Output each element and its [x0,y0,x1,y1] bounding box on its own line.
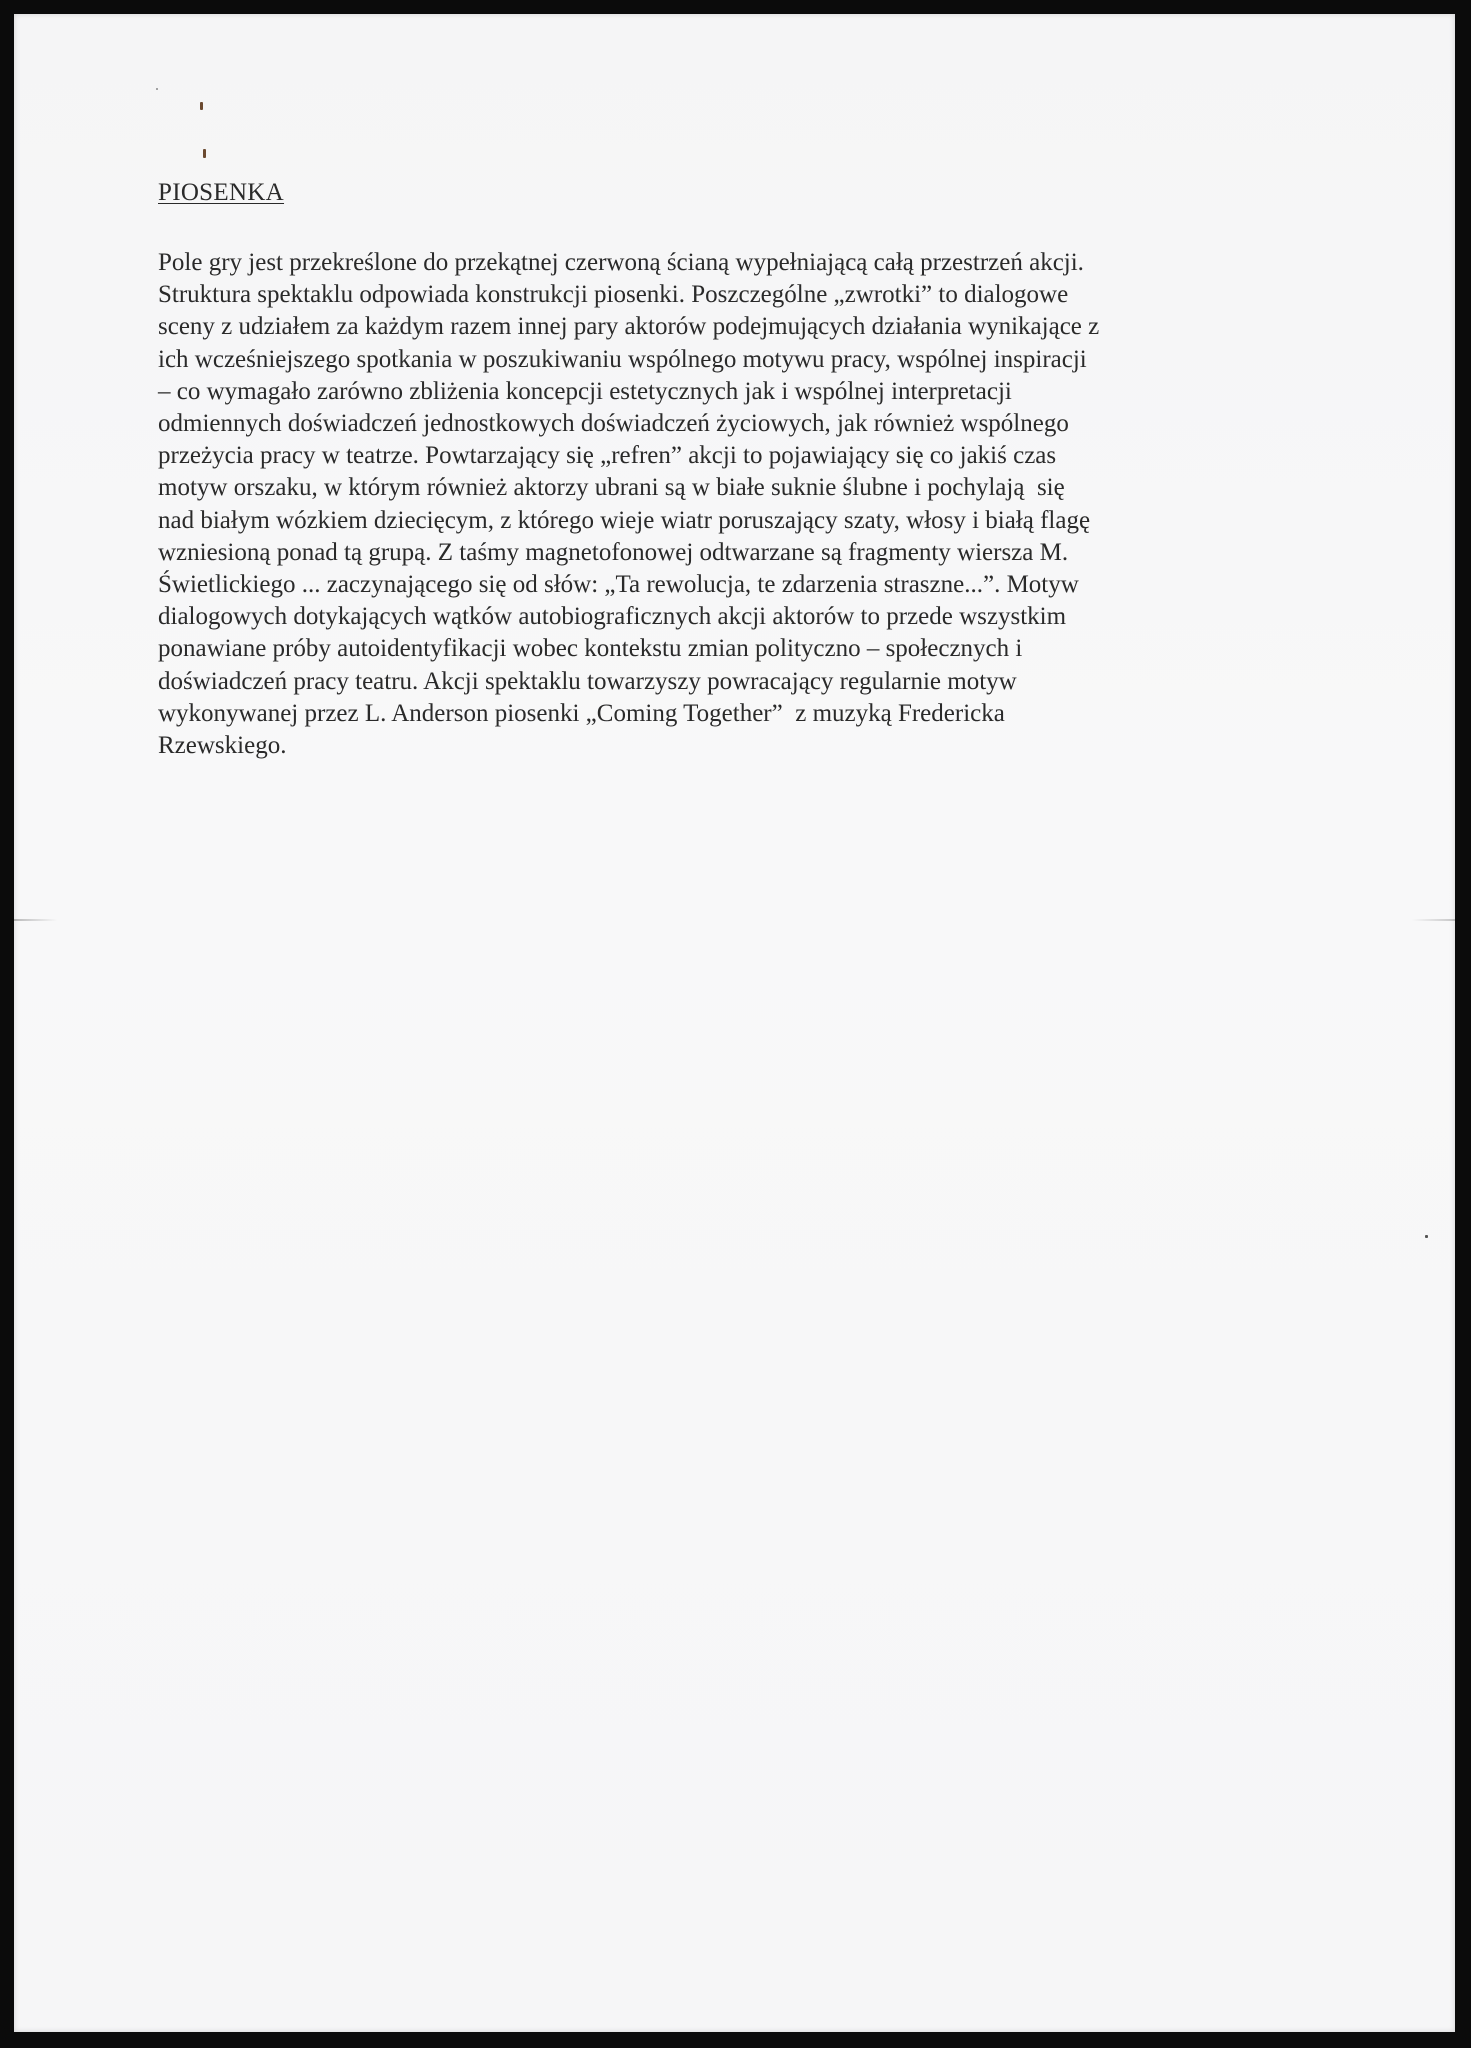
ink-speck [1425,1235,1428,1238]
text-line: Pole gry jest przekreślone do przekątnej czerwoną ścianą wypełniającą całą przestrzeń akcji. [158,249,1084,276]
text-line: ich wcześniejszego spotkania w poszukiwaniu wspólnego motywu pracy, wspólnej inspiracji [158,345,1087,373]
text-line: sceny z udziałem za każdym razem innej pary aktorów podejmujących działania wynikające z [158,313,1100,341]
text-line: ponawiane próby autoidentyfikacji wobec kontekstu zmian polityczno – społecznych i [158,635,1023,663]
text-line: doświadczeń pracy teatru. Akcji spektaklu towarzyszy powracający regularnie motyw [158,667,1017,695]
text-line: Struktura spektaklu odpowiada konstrukcji piosenki. Poszczególne „zwrotki” to dialogowe [158,281,1069,309]
paper-fold [14,919,1455,921]
text-line: nad białym wózkiem dziecięcym, z którego wieje wiatr poruszający szaty, włosy i białą flagę [158,506,1091,534]
text-line: przeżycia pracy w teatrze. Powtarzający się „refren” akcji to pojawiający się co jakiś czas [158,442,1057,470]
document-title: PIOSENKA [158,179,285,206]
document-body [158,247,1278,762]
text-line: wykonywanej przez L. Anderson piosenki „Coming Together” z muzyką Fredericka [158,699,1005,727]
text-line: wzniesioną ponad tą grupą. Z taśmy magnetofonowej odtwarzane są fragmenty wiersza M. [158,538,1069,566]
ink-speck [203,149,206,158]
ink-speck [200,102,203,110]
text-line: – co wymagało zarówno zbliżenia koncepcji estetycznych jak i wspólnej interpretacji [158,377,1012,405]
text-line: odmiennych doświadczeń jednostkowych doświadczeń życiowych, jak również wspólnego [158,410,1069,438]
ink-speck [156,88,158,90]
text-line: Świetlickiego ... zaczynającego się od słów: „Ta rewolucja, te zdarzenia straszne...”. Motyw [158,571,1079,599]
text-line: dialogowych dotykających wątków autobiograficznych akcji aktorów to przede wszystkim [158,603,1067,631]
text-line: Rzewskiego. [158,732,287,760]
text-line: motyw orszaku, w którym również aktorzy ubrani są w białe suknie ślubne i pochylają się [158,474,1065,502]
